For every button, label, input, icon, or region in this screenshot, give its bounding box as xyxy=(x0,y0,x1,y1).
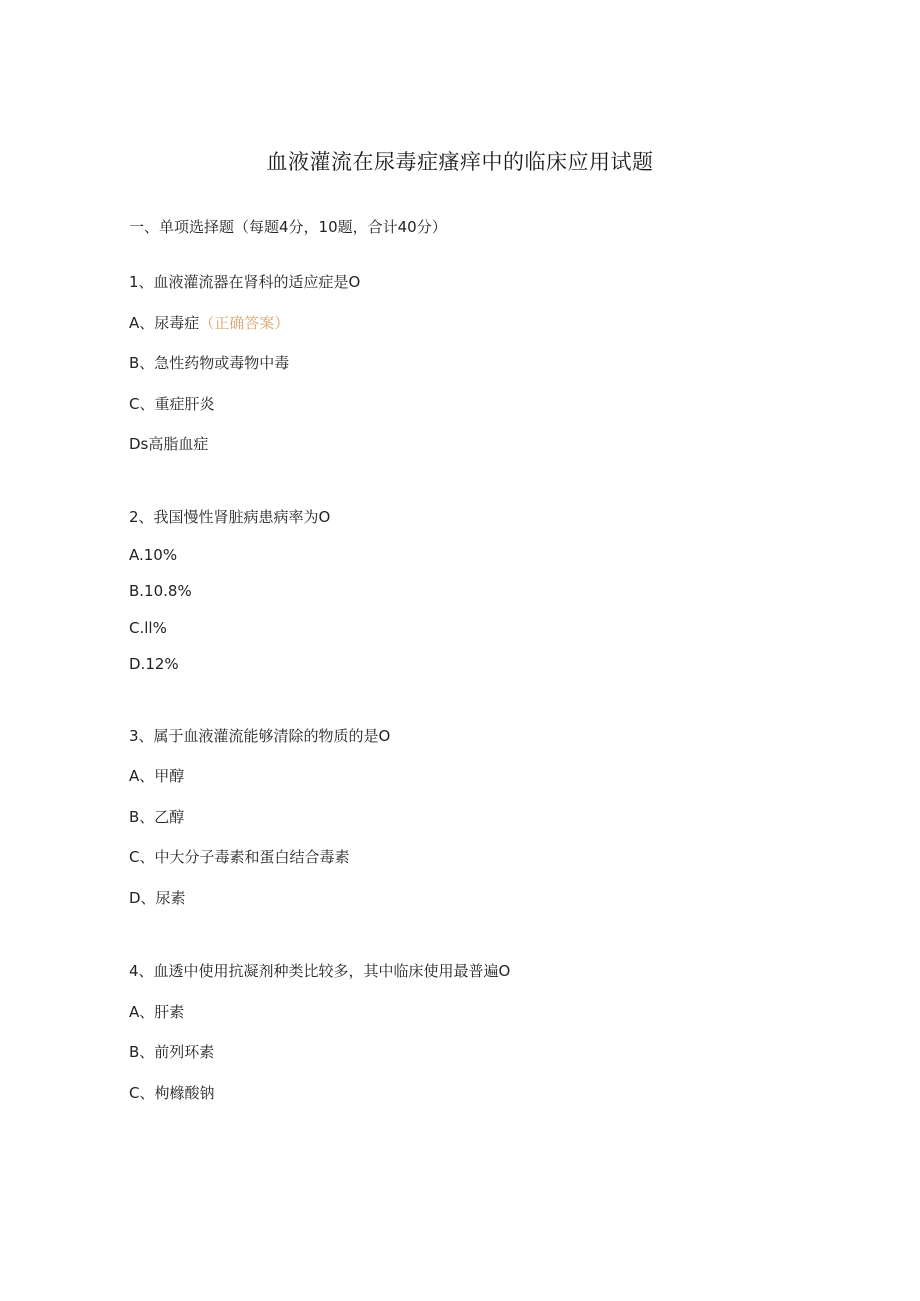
correct-answer-mark: （正确答案） xyxy=(199,314,290,332)
question-4-option-a: A、肝素 xyxy=(129,1003,185,1021)
question-1-option-d: Ds高脂血症 xyxy=(129,435,209,453)
question-2-option-a: A.10% xyxy=(129,546,178,564)
question-1-option-a xyxy=(129,314,289,332)
question-2-option-c: C.ll% xyxy=(129,619,167,637)
question-3-option-d: D、尿素 xyxy=(129,889,186,907)
question-3-option-c: C、中大分子毒素和蛋白结合毒素 xyxy=(129,848,350,866)
question-2-option-b: B.10.8% xyxy=(129,582,192,600)
question-3-option-a: A、甲醇 xyxy=(129,767,185,785)
question-2-stem: 2、我国慢性肾脏病患病率为O xyxy=(129,508,331,526)
question-1-option-b: B、急性药物或毒物中毒 xyxy=(129,354,290,372)
question-1-option-c: C、重症肝炎 xyxy=(129,395,215,413)
section-heading: 一、单项选择题（每题4分，10题，合计40分） xyxy=(129,218,447,236)
question-4-option-c: C、枸橼酸钠 xyxy=(129,1084,215,1102)
question-4-option-b: B、前列环素 xyxy=(129,1043,215,1061)
question-3-option-b: B、乙醇 xyxy=(129,808,185,826)
option-text: A、尿毒症 xyxy=(129,314,200,332)
question-3-stem: 3、属于血液灌流能够清除的物质的是O xyxy=(129,727,391,745)
question-4-stem: 4、血透中使用抗凝剂种类比较多，其中临床使用最普遍O xyxy=(129,962,511,980)
document-title: 血液灌流在尿毒症瘙痒中的临床应用试题 xyxy=(266,150,654,174)
question-1-stem: 1、血液灌流器在肾科的适应症是O xyxy=(129,273,361,291)
question-2-option-d: D.12% xyxy=(129,655,179,673)
